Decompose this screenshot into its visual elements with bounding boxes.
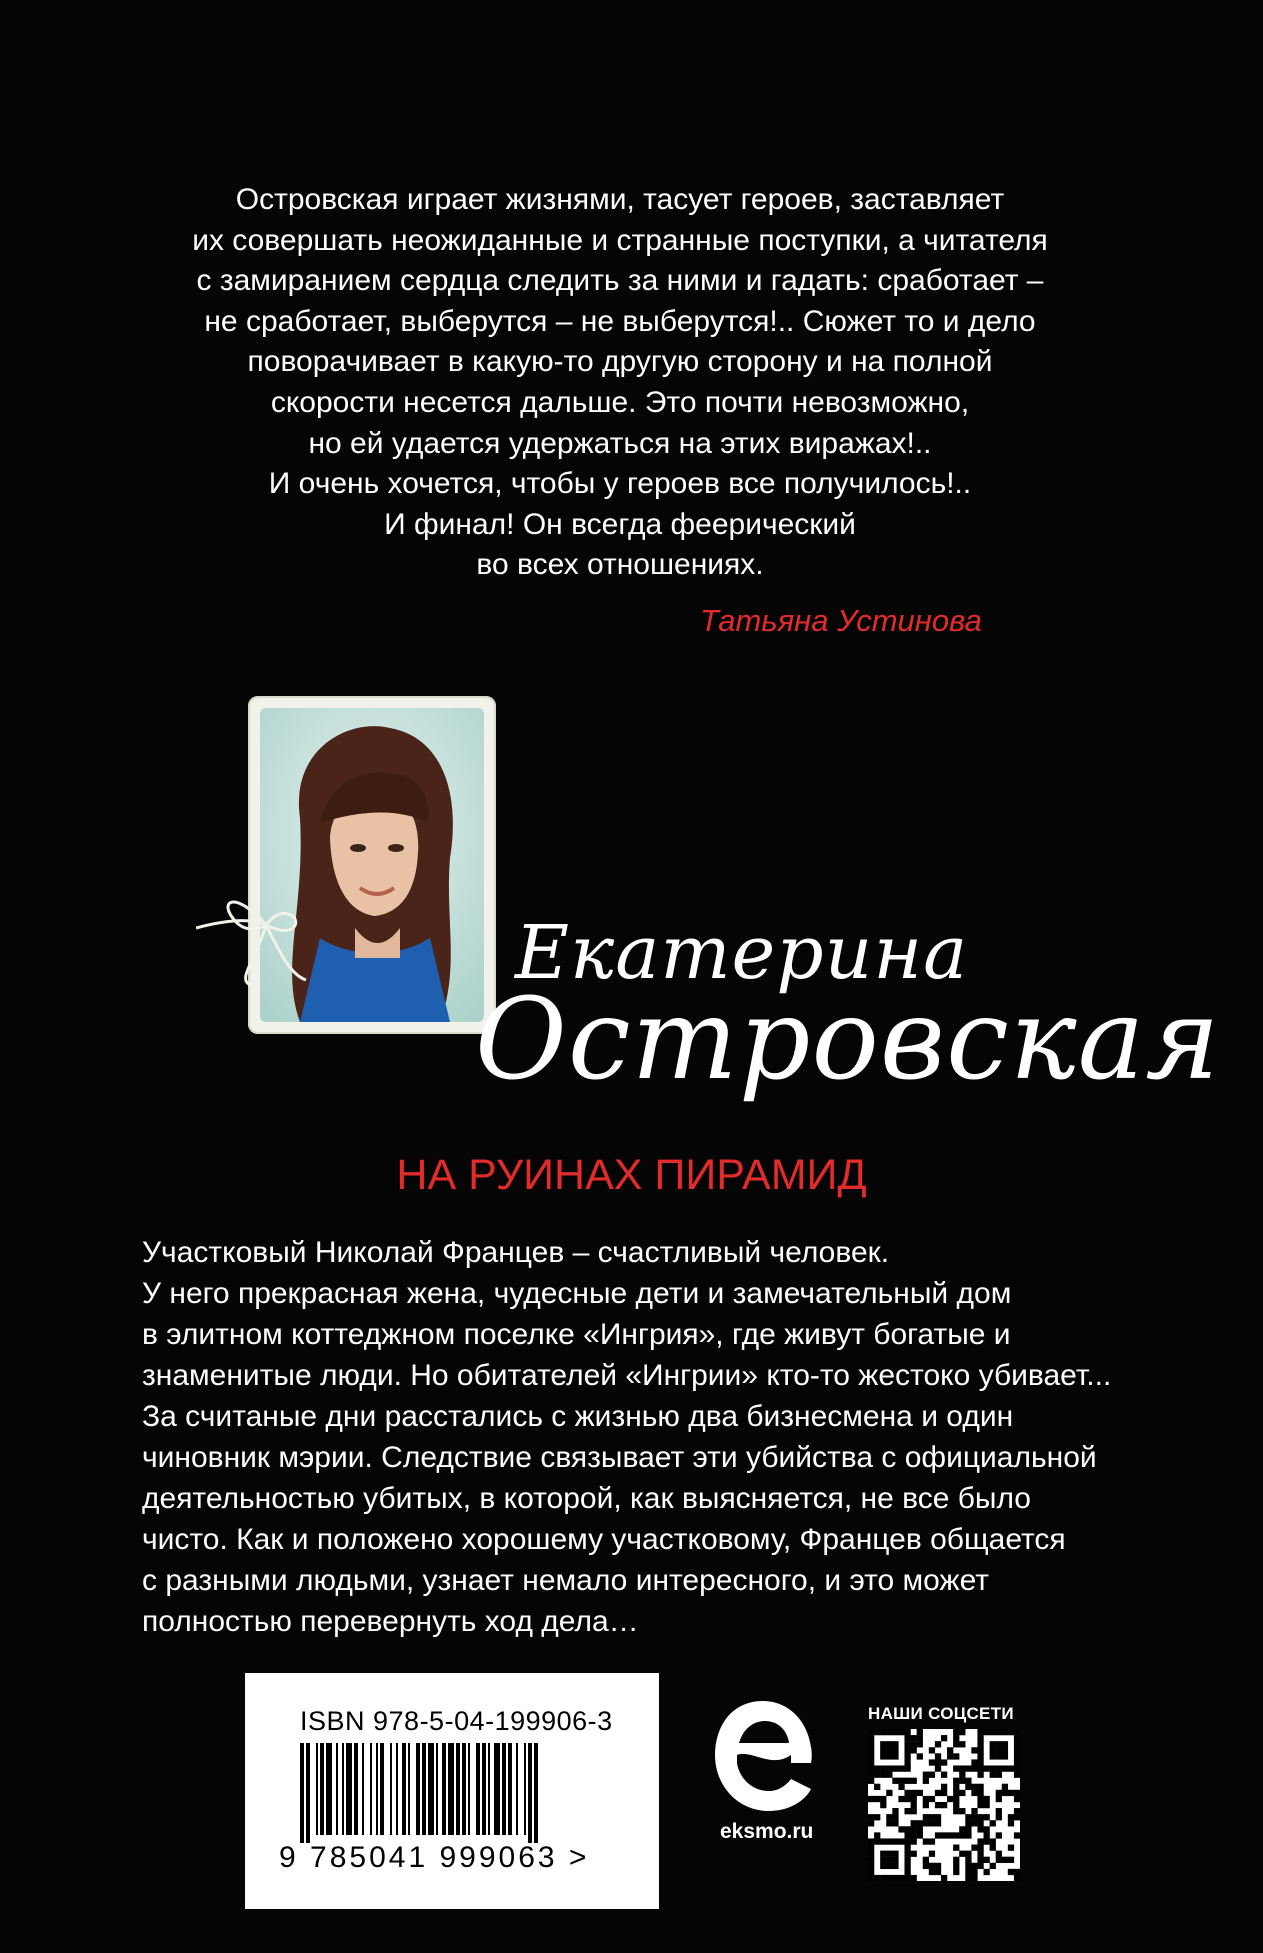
book-annotation xyxy=(142,1232,1142,1642)
quote-line: не сработает, выберутся – не выберутся!.. Сюжет то и дело xyxy=(204,304,1036,338)
quote-line: И финал! Он всегда феерический xyxy=(384,507,856,541)
annotation-line: Участковый Николай Францев – счастливый человек. xyxy=(142,1236,890,1269)
quote-line: скорости несется дальше. Это почти невозможно, xyxy=(270,385,970,419)
annotation-line: с разными людьми, узнает немало интересного, и это может xyxy=(142,1564,990,1597)
annotation-line: чиновник мэрии. Следствие связывает эти убийства с официальной xyxy=(142,1441,1097,1474)
annotation-line: За считаные дни расстались с жизнью два бизнесмена и один xyxy=(142,1400,1014,1433)
quote-line: поворачивает в какую-то другую сторону и на полной xyxy=(247,345,993,379)
ribbon-bow-icon xyxy=(196,880,336,990)
book-title: НА РУИНАХ ПИРАМИД xyxy=(396,1151,867,1199)
quote-author: Татьяна Устинова xyxy=(700,603,982,638)
quote-line: с замиранием сердца следить за ними и гадать: сработает – xyxy=(196,264,1044,298)
barcode-panel xyxy=(245,1673,659,1909)
eksmo-logo-icon xyxy=(711,1697,815,1815)
annotation-line: деятельностью убитых, в которой, как выясняется, не все было xyxy=(142,1482,1031,1515)
review-quote xyxy=(120,180,1120,586)
quote-line: во всех отношениях. xyxy=(476,548,764,582)
barcode-icon xyxy=(300,1743,600,1843)
annotation-line: чисто. Как и положено хорошему участковому, Францев общается xyxy=(142,1523,1066,1556)
author-last-name: Островская xyxy=(475,975,1221,1105)
quote-line: Островская играет жизнями, тасует героев, заставляет xyxy=(235,183,1005,216)
publisher-url[interactable]: eksmo.ru xyxy=(720,1820,814,1843)
quote-line: их совершать неожиданные и странные поступки, а читателя xyxy=(192,223,1048,257)
author-first-name: Екатерина xyxy=(515,910,969,996)
annotation-line: полностью перевернуть ход дела… xyxy=(142,1605,639,1638)
social-label: НАШИ СОЦСЕТИ xyxy=(868,1704,1014,1723)
annotation-line: в элитном коттеджном поселке «Ингрия», где живут богатые и xyxy=(142,1318,1011,1351)
annotation-line: знаменитые люди. Но обитателей «Ингрии» кто-то жестоко убивает... xyxy=(142,1359,1112,1392)
barcode-digits: 9 785041 999063 > xyxy=(279,1841,590,1874)
quote-line: И очень хочется, чтобы у героев все получилось!.. xyxy=(268,467,972,501)
qr-code-icon[interactable] xyxy=(868,1729,1020,1881)
quote-line: но ей удается удержаться на этих виражах!.. xyxy=(308,426,932,460)
isbn-label: ISBN 978-5-04-199906-3 xyxy=(300,1706,613,1736)
annotation-line: У него прекрасная жена, чудесные дети и замечательный дом xyxy=(142,1277,1012,1310)
